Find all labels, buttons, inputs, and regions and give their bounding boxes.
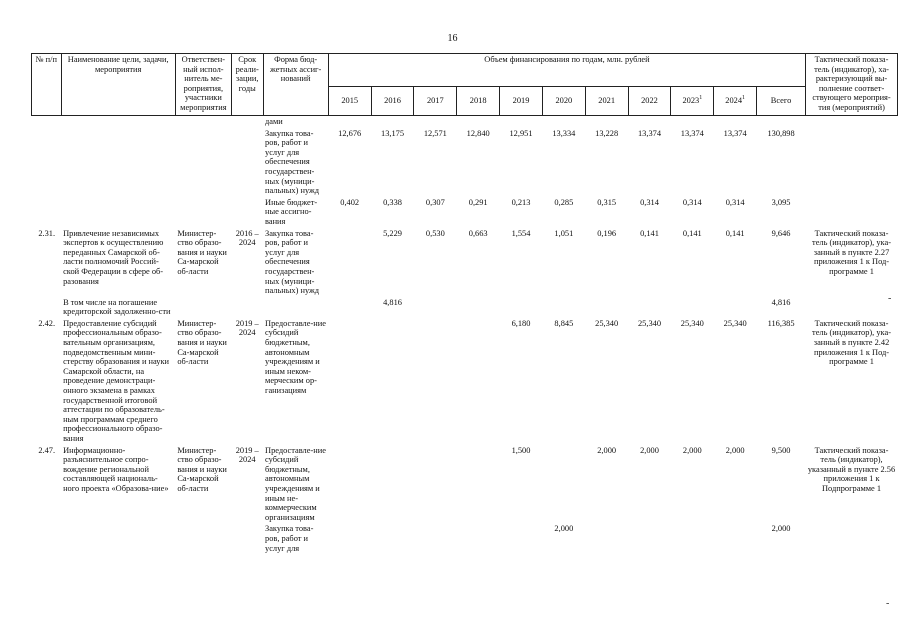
year-value (371, 116, 414, 128)
year-value: 2,000 (597, 445, 617, 455)
year-value (585, 297, 628, 318)
year-value: 4,816 (383, 297, 402, 307)
year-value: 0,338 (383, 197, 402, 207)
year-value: 0,315 (597, 197, 617, 207)
total-header: Всего (757, 87, 806, 116)
year-value (671, 297, 714, 318)
year-header: 2018 (457, 87, 500, 116)
year-value: 6,180 (511, 318, 531, 328)
year-value (714, 297, 757, 318)
year-value (500, 523, 543, 554)
header-indicator: Тактический показа-тель (индикатор), ха-рактеризующий вы-полнение соответ-ствующего мероприя-тия (мероприятий) (806, 54, 898, 116)
row-responsible (175, 197, 231, 228)
year-value: 13,334 (552, 128, 576, 138)
table-row (32, 228, 898, 297)
year-value: 25,340 (680, 318, 704, 328)
year-value: 0,291 (468, 197, 488, 207)
year-value: 25,340 (637, 318, 661, 328)
row-indicator (806, 197, 898, 228)
row-number (32, 116, 62, 128)
row-term: 2019 – 2024 (235, 318, 259, 338)
page-number: 16 (447, 33, 458, 44)
row-responsible (175, 523, 231, 554)
row-responsible: Министер-ство образо-вания и науки Са-марской об-ласти (177, 445, 227, 493)
table-row (32, 445, 898, 524)
year-value: 0,314 (682, 197, 702, 207)
row-total: 9,646 (771, 228, 791, 238)
header-term: Срок реали-зации, годы (231, 54, 263, 116)
row-form: дами (265, 117, 283, 126)
row-name (61, 116, 175, 128)
row-number: 2.31. (38, 228, 56, 238)
row-number: 2.42. (38, 318, 56, 328)
margin-mark: - (886, 598, 890, 609)
row-total: 3,095 (771, 197, 791, 207)
table-body (32, 116, 898, 555)
year-value: 2,000 (725, 445, 745, 455)
row-responsible: Министер-ство образо-вания и науки Са-марской об-ласти (177, 318, 227, 367)
year-value (328, 318, 371, 445)
row-indicator: Тактический показа-тель (индикатор), ука-занный в пункте 2.27 приложения 1 к Под-программе 1 (812, 228, 891, 276)
year-value: 0,196 (597, 228, 617, 238)
year-header: 2015 (328, 87, 371, 116)
year-value (585, 116, 628, 128)
year-value (371, 523, 414, 554)
row-name: В том числе на погашение кредиторской задолженно-сти (63, 297, 171, 317)
row-number (32, 297, 62, 318)
year-value (500, 297, 543, 318)
header-num: № п/п (32, 54, 62, 116)
header-form: Форма бюд-жетных ассиг-нований (263, 54, 328, 116)
row-form: Закупка това-ров, работ и услуг для (265, 524, 314, 553)
year-header: 2017 (414, 87, 457, 116)
year-value: 13,374 (723, 128, 747, 138)
year-value (328, 297, 371, 318)
year-value (542, 445, 585, 524)
year-value (500, 116, 543, 128)
year-value: 12,840 (466, 128, 490, 138)
margin-mark: - (888, 293, 892, 304)
row-number (32, 128, 62, 197)
row-total: 130,898 (767, 128, 795, 138)
year-value: 2,000 (640, 445, 659, 455)
table-row (32, 523, 898, 554)
row-name: Привлечение независимых экспертов к осуществлению переданных Самарской об-ласти полномочий Россий-ской Федерации в сфере об-разования (63, 228, 164, 286)
row-form: Закупка това-ров, работ и услуг для обеспечения государствен-ных (муници-пальных) нужд (265, 128, 320, 196)
year-header: 2019 (500, 87, 543, 116)
year-value (328, 116, 371, 128)
year-header: 2016 (371, 87, 414, 116)
row-term (231, 197, 263, 228)
year-value (714, 116, 757, 128)
row-form: Иные бюджет-ные ассигно-вания (265, 197, 318, 226)
row-number: 2.47. (38, 445, 56, 455)
row-term (231, 523, 263, 554)
year-value (328, 445, 371, 524)
row-name: Информационно-разъяснительное сопро-вождение региональной составляющей националь-ного проекта «Образова-ние» (63, 445, 169, 493)
year-header: 2022 (628, 87, 671, 116)
year-value (371, 318, 414, 445)
year-value (371, 445, 414, 524)
year-value (542, 297, 585, 318)
year-value (414, 523, 457, 554)
row-term (231, 116, 263, 128)
year-value (414, 318, 457, 445)
row-total: 9,500 (771, 445, 791, 455)
year-header: 2021 (585, 87, 628, 116)
row-name (61, 197, 175, 228)
year-value (457, 318, 500, 445)
year-header: 2023$^1$ (671, 87, 714, 116)
row-form: Предоставле-ние субсидий бюджетным, автономным учреждениям и иным неком-мерческим ор-ганизациям (265, 318, 326, 396)
year-value: 2,000 (682, 445, 702, 455)
year-value: 13,374 (680, 128, 704, 138)
year-value: 5,229 (383, 228, 402, 238)
year-value (671, 523, 714, 554)
year-value: 0,285 (554, 197, 574, 207)
year-value (457, 297, 500, 318)
row-term: 2016 – 2024 (235, 228, 259, 248)
year-value (628, 116, 671, 128)
table-row (32, 116, 898, 128)
row-responsible (175, 116, 231, 128)
year-value (414, 445, 457, 524)
table-row (32, 128, 898, 197)
row-indicator: Тактический показа-тель (индикатор), указанный в пункте 2.56 приложения 1 к Подпрограмме 1 (807, 445, 896, 493)
row-responsible (175, 297, 231, 318)
year-value (628, 523, 671, 554)
year-value: 0,307 (425, 197, 445, 207)
year-value (328, 523, 371, 554)
year-value: 0,402 (340, 197, 360, 207)
row-name (61, 523, 175, 554)
year-value: 0,141 (682, 228, 702, 238)
year-value: 0,530 (425, 228, 445, 238)
row-number (32, 197, 62, 228)
year-value: 12,571 (423, 128, 447, 138)
row-responsible (175, 128, 231, 197)
year-value: 2,000 (554, 524, 574, 534)
row-number (32, 523, 62, 554)
row-form (263, 297, 328, 318)
year-value (328, 228, 371, 297)
row-term: 2019 – 2024 (235, 445, 259, 465)
row-form: Предоставле-ние субсидий бюджетным, автономным учреждениям и иным не-коммерческим организациям (265, 445, 326, 522)
year-value: 0,213 (511, 197, 531, 207)
year-value: 0,663 (468, 228, 488, 238)
header-name: Наименование цели, задачи, мероприятия (61, 54, 175, 116)
year-value: 8,845 (554, 318, 574, 328)
year-value (671, 116, 714, 128)
year-value (714, 523, 757, 554)
row-indicator (806, 116, 898, 128)
year-value: 12,676 (338, 128, 362, 138)
year-value: 0,314 (640, 197, 659, 207)
header-finance: Объем финансирования по годам, млн. рублей (328, 54, 805, 87)
header-responsible: Ответствен-ный испол-нитель ме-роприятия, участники мероприятия (175, 54, 231, 116)
year-value: 0,314 (725, 197, 745, 207)
year-value: 12,951 (509, 128, 533, 138)
year-value (457, 116, 500, 128)
year-value: 1,554 (511, 228, 531, 238)
row-indicator (806, 128, 898, 197)
year-value (457, 523, 500, 554)
row-total (757, 116, 806, 128)
row-indicator (806, 297, 898, 318)
year-value: 13,175 (381, 128, 405, 138)
row-form: Закупка това-ров, работ и услуг для обеспечения государствен-ных (муници-пальных) нужд (265, 228, 320, 296)
row-responsible: Министер-ство образо-вания и науки Са-марской об-ласти (177, 228, 227, 276)
year-header: 2020 (542, 87, 585, 116)
year-value (457, 445, 500, 524)
row-name: Предоставление субсидий профессиональным образо-вательным организациям, подведомственным мини-стерству образования и науки Самарской области, на проведение демонстраци-онного экзамена в рамках государственной итоговой аттестации по образователь-ным программам среднего профессионального образо-вания (63, 318, 170, 443)
row-term (231, 128, 263, 197)
row-total: 4,816 (771, 297, 791, 307)
year-value: 13,228 (595, 128, 619, 138)
year-value (414, 297, 457, 318)
row-term (231, 297, 263, 318)
finance-table (31, 53, 898, 554)
year-value: 1,500 (511, 445, 531, 455)
year-value (585, 523, 628, 554)
row-total: 2,000 (771, 524, 791, 534)
row-indicator (806, 523, 898, 554)
year-value: 0,141 (640, 228, 659, 238)
table-row (32, 318, 898, 445)
year-value: 13,374 (637, 128, 661, 138)
table-row (32, 297, 898, 318)
row-total: 116,385 (767, 318, 795, 328)
year-value (542, 116, 585, 128)
year-value: 1,051 (554, 228, 574, 238)
year-value (414, 116, 457, 128)
year-value (628, 297, 671, 318)
table-row (32, 197, 898, 228)
year-header: 2024$^1$ (714, 87, 757, 116)
year-value: 25,340 (595, 318, 619, 328)
row-indicator: Тактический показа-тель (индикатор), ука-занный в пункте 2.42 приложения 1 к Под-программе 1 (812, 318, 891, 367)
row-name (61, 128, 175, 197)
year-value: 25,340 (723, 318, 747, 328)
year-value: 0,141 (725, 228, 745, 238)
